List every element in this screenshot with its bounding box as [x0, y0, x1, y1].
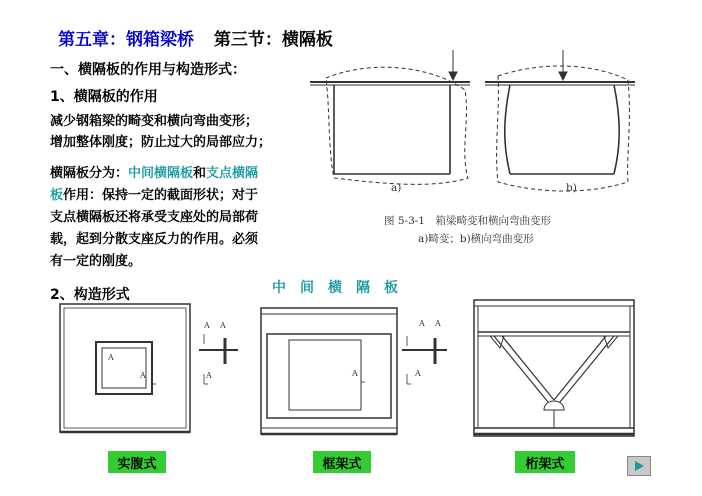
section-mark-6: A	[419, 319, 425, 328]
next-slide-button[interactable]	[627, 456, 651, 476]
section-mark-4: A	[140, 371, 146, 380]
section-mark-2: A	[220, 321, 226, 330]
conjunction: 和	[193, 166, 207, 181]
form-label-frame: 框架式	[313, 451, 371, 473]
type-support-diaphragm-end: 板	[50, 188, 64, 203]
form-label-solid-web: 实腹式	[108, 451, 166, 473]
classification-line-4: 载，起到分散支座反力的作用。必须	[50, 232, 259, 247]
effect-line-2: 增加整体刚度；防止过大的局部应力；	[50, 135, 272, 150]
section-title: 第三节：横隔板	[213, 30, 333, 50]
label-b: b)	[566, 182, 577, 194]
heading-3: 2、构造形式	[50, 287, 130, 303]
page-title	[58, 25, 333, 50]
play-arrow-icon	[633, 461, 645, 471]
section-mark-8: A	[352, 369, 358, 378]
type-support-diaphragm: 支点横隔	[206, 166, 259, 181]
effect-line-1: 减少钢箱梁的畸变和横向弯曲变形；	[50, 114, 259, 129]
form-label-truss: 桁架式	[515, 451, 575, 473]
distortion-diagram-a	[310, 50, 470, 184]
section-mark-9: A	[415, 369, 421, 378]
solid-web-diaphragm-diagram	[58, 302, 258, 446]
label-a: a)	[391, 182, 402, 194]
section-mark-3: A	[108, 353, 114, 362]
type-middle-diaphragm: 中间横隔板	[128, 166, 194, 181]
bending-diagram-b	[485, 50, 635, 191]
figure-caption-1: 图 5-3-1 箱梁畸变和横向弯曲变形	[384, 215, 551, 227]
heading-1: 一、横隔板的作用与构造形式：	[50, 62, 246, 78]
figure-caption-2: a)畸变；b)横向弯曲变形	[418, 233, 534, 245]
heading-2: 1、横隔板的作用	[50, 89, 158, 105]
classification-line-3: 支点横隔板还将承受支座处的局部荷	[50, 210, 259, 225]
section-mark-7: A	[435, 319, 441, 328]
classification-line-2	[50, 184, 258, 203]
classification-line-5: 有一定的刚度。	[50, 254, 142, 269]
section-mark-1: A	[204, 321, 210, 330]
frame-diaphragm-diagram	[259, 306, 459, 446]
chapter-title: 第五章：钢箱梁桥	[58, 30, 194, 50]
truss-diaphragm-diagram	[472, 298, 642, 448]
section-mark-5: A	[206, 371, 212, 380]
classification-prefix: 横隔板分为：	[50, 166, 129, 181]
function-text: 作用：保持一定的截面形状；对于	[63, 188, 259, 203]
classification-line-1	[50, 162, 258, 181]
middle-diaphragm-label: 中间横隔板	[272, 280, 412, 296]
